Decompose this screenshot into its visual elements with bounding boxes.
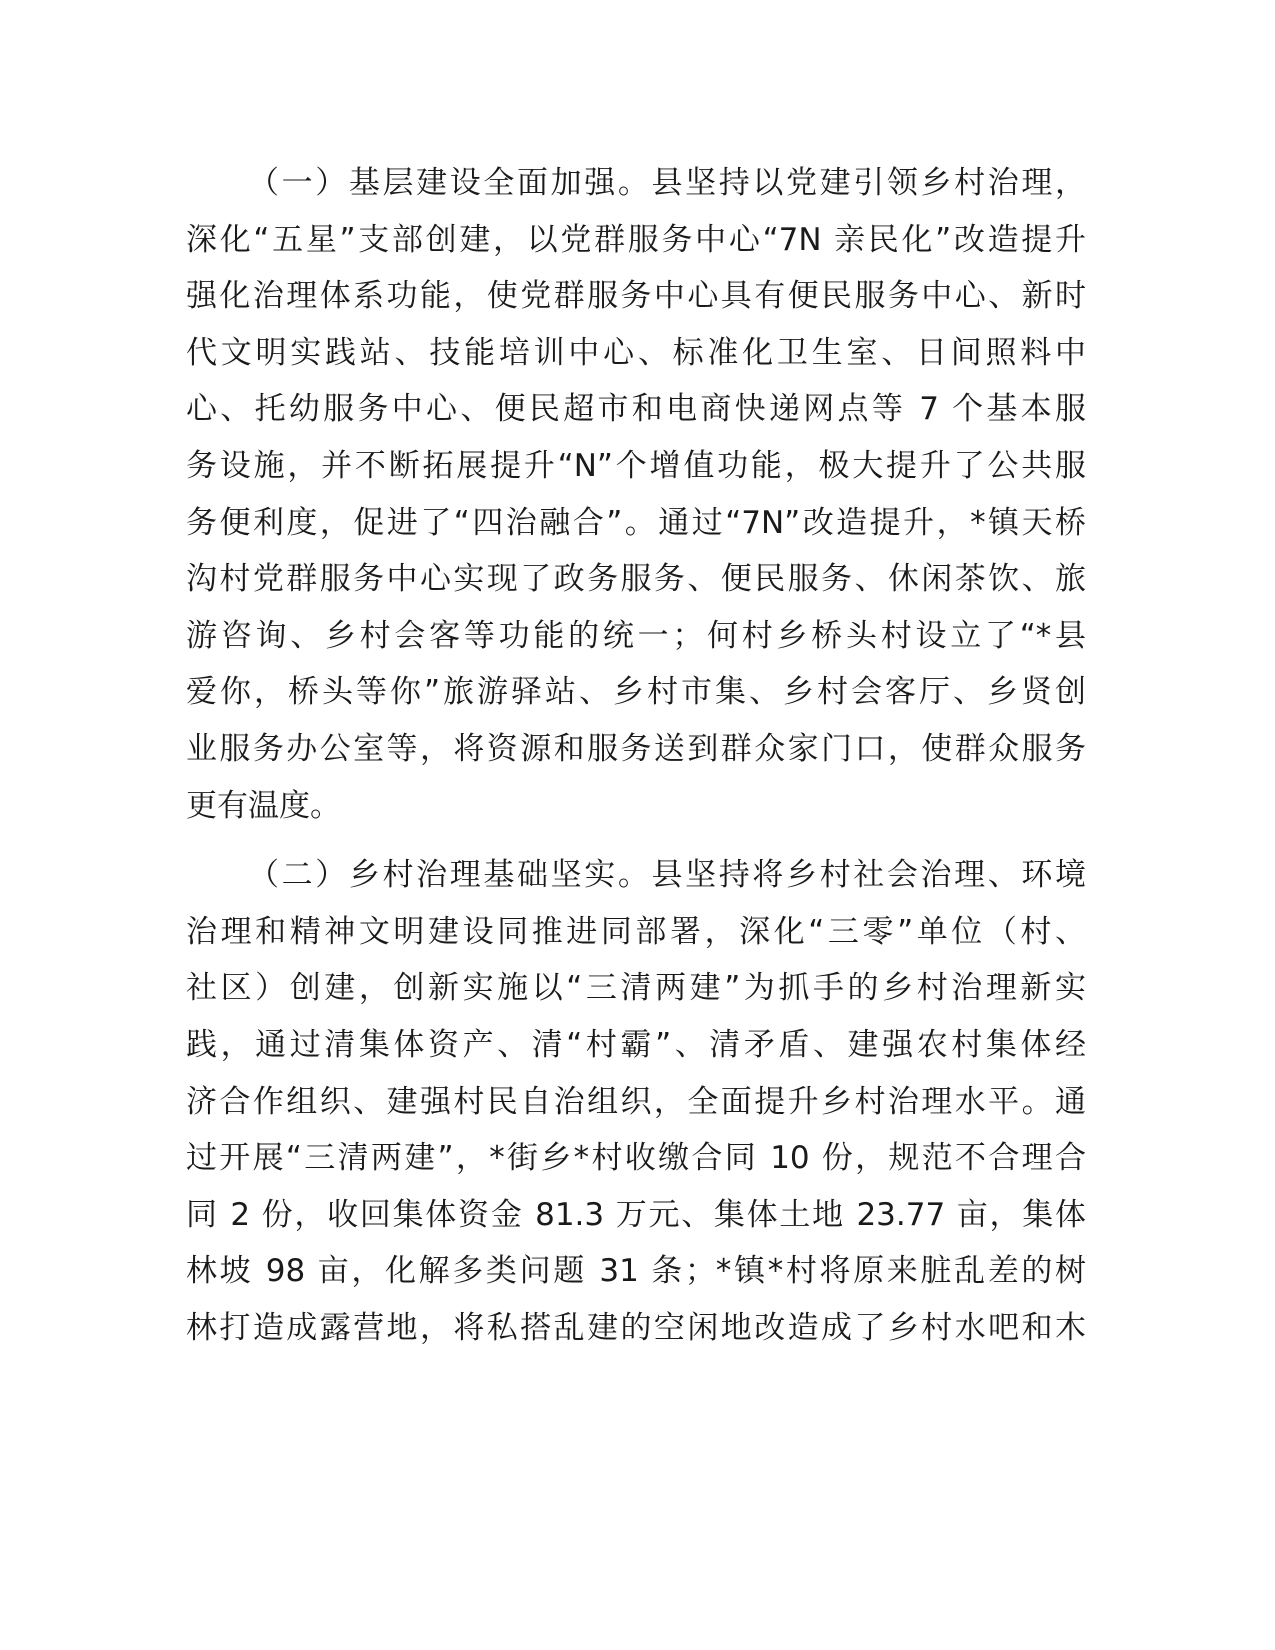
- paragraph-line: （一）基层建设全面加强。县坚持以党建引领乡村治理，: [248, 165, 1086, 201]
- paragraph-line: （二）乡村治理基础坚实。县坚持将乡村社会治理、环境: [248, 857, 1086, 894]
- paragraph-line: 业服务办公室等，将资源和服务送到群众家门口，使群众服务: [186, 730, 1086, 767]
- paragraph-line: 游咨询、乡村会客等功能的统一；何村乡桥头村设立了“*县: [186, 617, 1086, 654]
- paragraph-line: 过开展“三清两建”，*街乡*村收缴合同 10 份，规范不合理合: [186, 1140, 1086, 1177]
- paragraph-line: 同 2 份，收回集体资金 81.3 万元、集体土地 23.77 亩，集体: [186, 1196, 1086, 1233]
- paragraph-line: 济合作组织、建强村民自治组织，全面提升乡村治理水平。通: [186, 1083, 1086, 1120]
- paragraph-line: 林打造成露营地，将私搭乱建的空闲地改造成了乡村水吧和木: [186, 1309, 1086, 1346]
- paragraph-line: 心、托幼服务中心、便民超市和电商快递网点等 7 个基本服: [186, 391, 1086, 428]
- paragraph-line: 治理和精神文明建设同推进同部署，深化“三零”单位（村、: [186, 913, 1086, 950]
- paragraph-line: 林坡 98 亩，化解多类问题 31 条；*镇*村将原来脏乱差的树: [186, 1253, 1086, 1290]
- paragraph-1: [186, 155, 1086, 834]
- paragraph-line: 深化“五星”支部创建，以党群服务中心“7N 亲民化”改造提升: [186, 221, 1086, 258]
- paragraph-line: 社区）创建，创新实施以“三清两建”为抓手的乡村治理新实: [186, 970, 1086, 1007]
- paragraph-line: 代文明实践站、技能培训中心、标准化卫生室、日间照料中: [186, 334, 1086, 371]
- document-body: [186, 155, 1086, 1356]
- paragraph-line: 爱你，桥头等你”旅游驿站、乡村市集、乡村会客厅、乡贤创: [186, 674, 1086, 711]
- paragraph-2: [186, 847, 1086, 1356]
- paragraph-line: 务便利度，促进了“四治融合”。通过“7N”改造提升，*镇天桥: [186, 504, 1086, 541]
- paragraph-line: 强化治理体系功能，使党群服务中心具有便民服务中心、新时: [186, 278, 1086, 315]
- paragraph-line: 务设施，并不断拓展提升“N”个增值功能，极大提升了公共服: [186, 447, 1086, 484]
- paragraph-spacer: [186, 834, 1086, 847]
- paragraph-line: 沟村党群服务中心实现了政务服务、便民服务、休闲茶饮、旅: [186, 561, 1086, 598]
- paragraph-line: 更有温度。: [186, 787, 341, 824]
- paragraph-line: 践，通过清集体资产、清“村霸”、清矛盾、建强农村集体经: [186, 1026, 1086, 1063]
